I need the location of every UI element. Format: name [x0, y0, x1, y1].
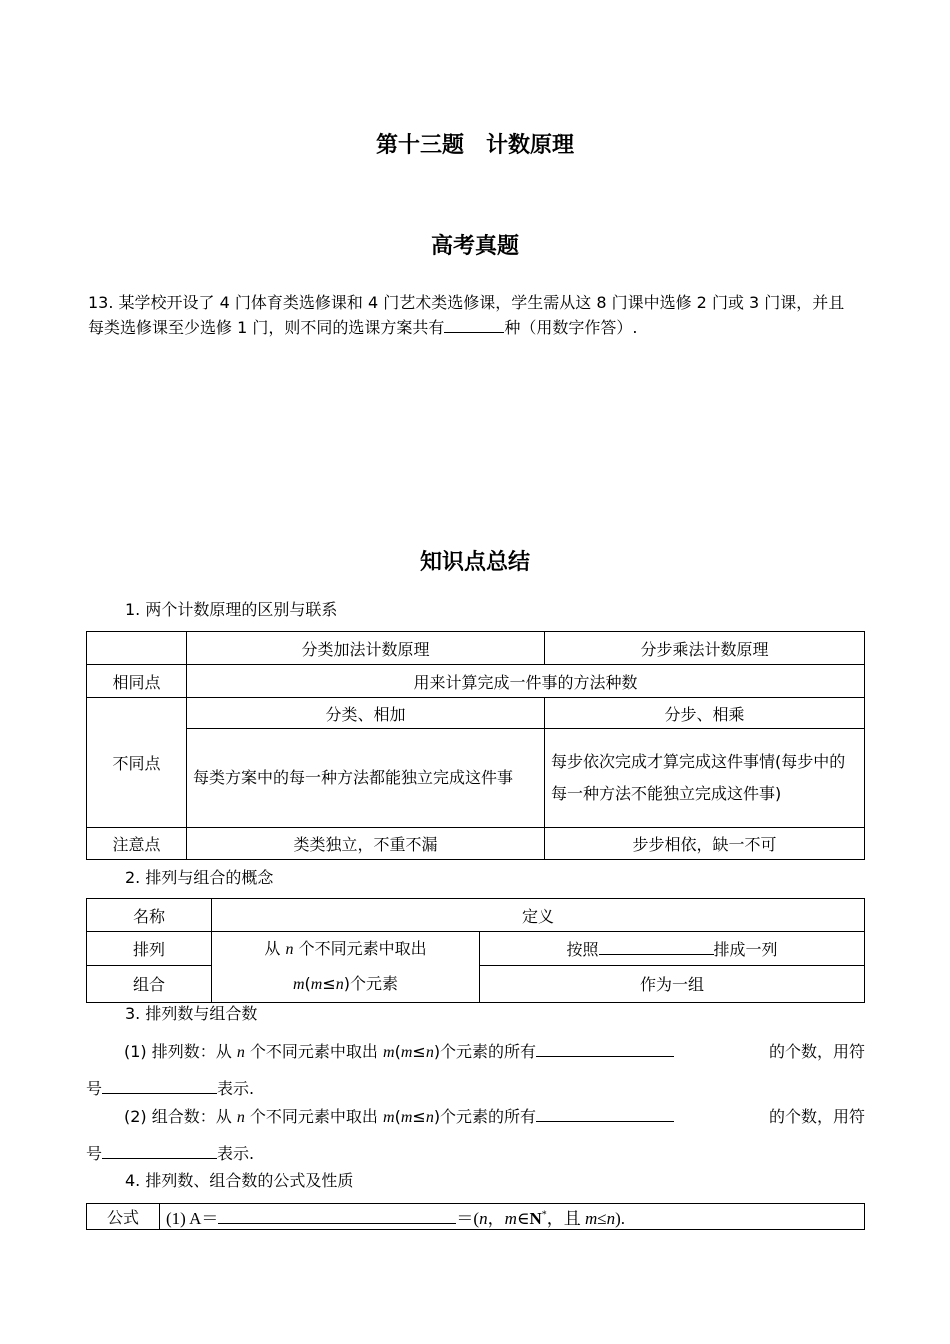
subheading-2: 2. 排列与组合的概念 — [125, 868, 274, 887]
row-label: 公式 — [87, 1204, 160, 1230]
table-cell: 类类独立，不重不漏 — [187, 828, 545, 860]
counting-principles-table — [86, 631, 865, 860]
row-label: 排列 — [87, 932, 212, 966]
table-header: 分步乘法计数原理 — [545, 632, 865, 665]
subheading-1: 1. 两个计数原理的区别与联系 — [125, 600, 338, 619]
fill-blank — [599, 937, 714, 955]
table-cell-empty — [87, 632, 187, 665]
formula-cell: (1) A＝ ＝(n，m∈N*，且 m≤n). — [160, 1204, 865, 1230]
paragraph-permutation-number: (1) 排列数：从 n 个不同元素中取出 m(m≤n)个元素的所有 的个数，用符 号 表示. — [86, 1034, 865, 1107]
problem-13 — [88, 290, 878, 340]
table-cell: 步步相依，缺一不可 — [545, 828, 865, 860]
row-label: 注意点 — [87, 828, 187, 860]
table-cell: 分类、相加 — [187, 698, 545, 729]
row-label: 组合 — [87, 965, 212, 1002]
problem-line-1: 13. 某学校开设了 4 门体育类选修课和 4 门艺术类选修课，学生需从这 8 门课中选修 2 门或 3 门课，并且 — [88, 293, 845, 312]
fill-blank — [536, 1039, 674, 1057]
table-header: 分类加法计数原理 — [187, 632, 545, 665]
fill-blank — [102, 1141, 217, 1159]
table-cell: 每类方案中的每一种方法都能独立完成这件事 — [187, 729, 545, 828]
page-title: 第十三题 计数原理 — [375, 133, 574, 158]
fill-blank — [218, 1206, 456, 1224]
row-label: 相同点 — [87, 665, 187, 698]
subheading-3: 3. 排列数与组合数 — [125, 1004, 258, 1023]
table-cell: 用来计算完成一件事的方法种数 — [187, 665, 865, 698]
table-header: 名称 — [87, 899, 212, 932]
paragraph-combination-number: (2) 组合数：从 n 个不同元素中取出 m(m≤n)个元素的所有 的个数，用符 号 表示. — [86, 1099, 865, 1172]
subheading-4: 4. 排列数、组合数的公式及性质 — [125, 1171, 354, 1190]
table-cell: 按照 排成一列 — [480, 932, 865, 966]
table-header: 定义 — [212, 899, 865, 932]
row-label: 不同点 — [87, 698, 187, 828]
problem-line-2: 每类选修课至少选修 1 门，则不同的选课方案共有 种（用数字作答）. — [88, 315, 878, 340]
section-heading-exam: 高考真题 — [430, 234, 519, 259]
table-cell-definition: 从 n 个不同元素中取出 m(m≤n)个元素 — [212, 932, 480, 1003]
formula-table — [86, 1203, 865, 1230]
table-cell: 每步依次完成才算完成这件事情(每步中的每一种方法不能独立完成这件事) — [545, 729, 865, 828]
fill-blank — [536, 1104, 674, 1122]
table-cell: 分步、相乘 — [545, 698, 865, 729]
answer-blank — [444, 315, 504, 333]
table-cell: 作为一组 — [480, 965, 865, 1002]
fill-blank — [102, 1076, 217, 1094]
permutation-combination-table — [86, 898, 865, 1003]
section-heading-summary: 知识点总结 — [419, 550, 530, 575]
